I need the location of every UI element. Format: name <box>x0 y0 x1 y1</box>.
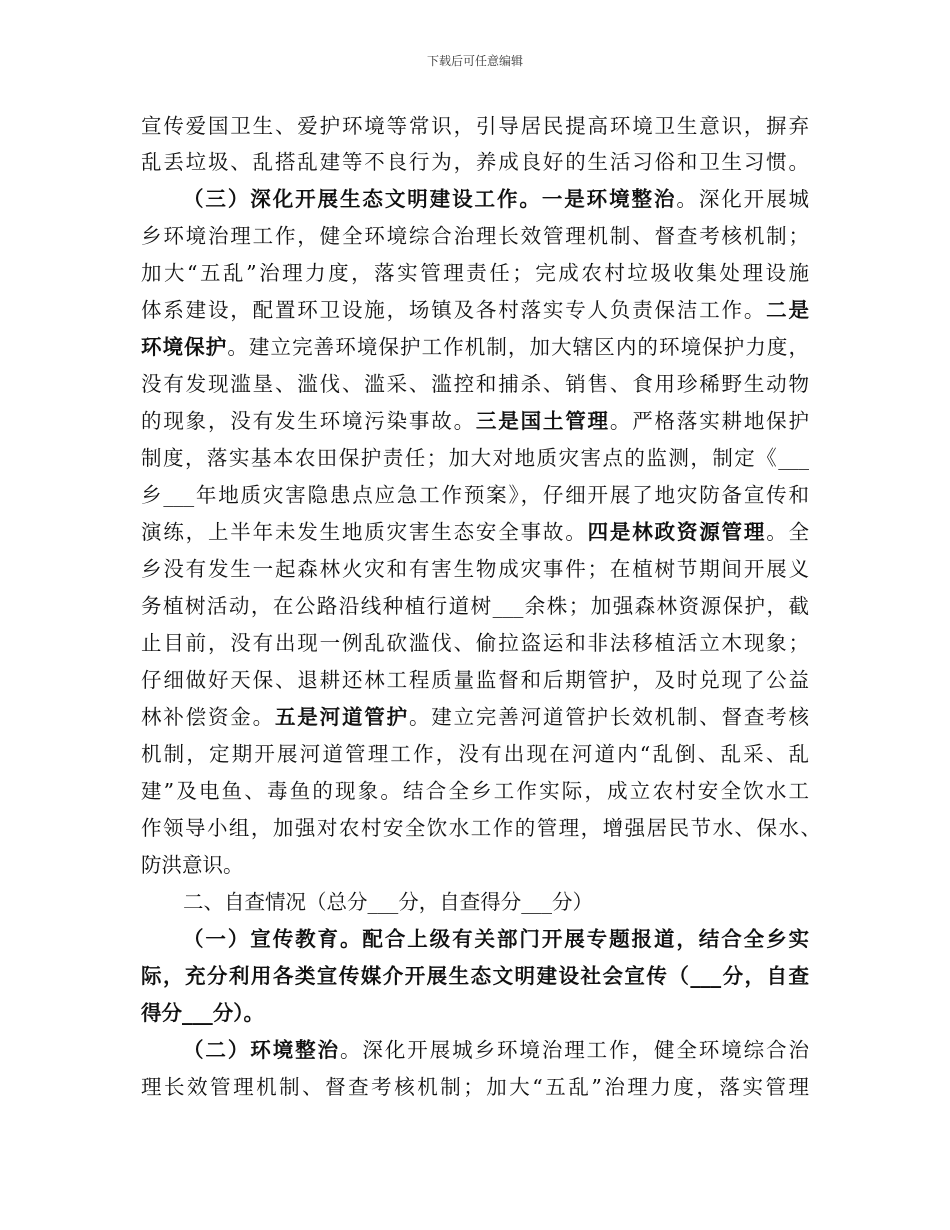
text-line <box>183 185 809 213</box>
text-line: 机制，定期开展河道管理工作，没有出现在河道内“乱倒、乱采、乱 <box>141 742 809 766</box>
emphasis: 一是环境整治 <box>541 187 677 211</box>
text-line: 仔细做好天保、退耕还林工程质量监督和后期管护，及时兑现了公益 <box>141 668 809 692</box>
text-line: 乱丢垃圾、乱搭乱建等不良行为，养成良好的生活习俗和卫生习惯。 <box>141 150 809 174</box>
text-run: 。深化开展城 <box>676 187 810 211</box>
text-line: 务植树活动，在公路沿线种植行道树___余株；加强森林资源保护，截 <box>141 594 809 618</box>
text-line: 建”及电鱼、毒鱼的现象。结合全乡工作实际，成立农村安全饮水工 <box>141 779 809 803</box>
text-line <box>141 518 809 546</box>
text-run: 。建立完善环境保护工作机制，加大辖区内的环境保护力度， <box>227 335 810 359</box>
emphasis: 四是林政资源管理 <box>587 520 767 544</box>
text-line: 制度，落实基本农田保护责任；加大对地质灾害点的监测，制定《___ <box>141 446 809 470</box>
text-run: 。深化开展城乡环境治理工作，健全环境综合治 <box>339 1038 810 1062</box>
page-header: 下载后可任意编辑 <box>426 54 523 68</box>
text-line <box>141 703 809 731</box>
text-line <box>141 333 809 361</box>
text-line: 加大“五乱”治理力度，落实管理责任；完成农村垃圾收集处理设施 <box>141 261 809 285</box>
text-run: 体系建设，配置环卫设施，场镇及各村落实专人负责保洁工作。 <box>141 298 767 322</box>
text-run: 演练，上半年未发生地质灾害生态安全事故。 <box>141 520 588 544</box>
text-line: 宣传爱国卫生、爱护环境等常识，引导居民提高环境卫生意识，摒弃 <box>141 114 809 138</box>
text-line: 理长效管理机制、督查考核机制；加大“五乱”治理力度，落实管理 <box>141 1075 809 1099</box>
text-run: 的现象，没有发生环境污染事故。 <box>141 409 476 433</box>
text-line: （一）宣传教育。配合上级有关部门开展专题报道，结合全乡实 <box>183 927 809 951</box>
emphasis: 二是 <box>766 298 809 322</box>
text-run: 。严格落实耕地保护 <box>609 409 810 433</box>
text-line: 得分___分）。 <box>141 1001 264 1025</box>
text-line <box>141 296 809 324</box>
text-line: 乡___年地质灾害隐患点应急工作预案》，仔细开展了地灾防备宣传和 <box>141 483 809 507</box>
text-run: 林补偿资金。 <box>141 705 275 729</box>
text-line: 止目前，没有出现一例乱砍滥伐、偷拉盗运和非法移植活立木现象； <box>141 631 809 655</box>
section-heading: 二、自查情况（总分___分，自查得分___分） <box>183 890 593 914</box>
text-run: 。建立完善河道管护长效机制、督查考核 <box>408 705 810 729</box>
section-heading: （三）深化开展生态文明建设工作。 <box>183 187 542 211</box>
text-line <box>183 1036 809 1064</box>
section-heading: （二）环境整治 <box>183 1038 340 1062</box>
text-line: 际，充分利用各类宣传媒介开展生态文明建设社会宣传（___分，自查 <box>141 964 809 988</box>
emphasis: 三是国土管理 <box>475 409 610 433</box>
text-line: 乡没有发生一起森林火灾和有害生物成灾事件；在植树节期间开展义 <box>141 557 809 581</box>
text-line: 没有发现滥垦、滥伐、滥采、滥控和捕杀、销售、食用珍稀野生动物 <box>141 372 809 396</box>
text-line <box>141 407 809 435</box>
emphasis: 环境保护 <box>141 335 228 359</box>
text-line: 防洪意识。 <box>141 853 244 877</box>
emphasis: 五是河道管护 <box>274 705 409 729</box>
text-line: 作领导小组，加强对农村安全饮水工作的管理，增强居民节水、保水、 <box>141 816 821 840</box>
text-run: 。全 <box>766 520 810 544</box>
text-line: 乡环境治理工作，健全环境综合治理长效管理机制、督查考核机制； <box>141 224 809 248</box>
